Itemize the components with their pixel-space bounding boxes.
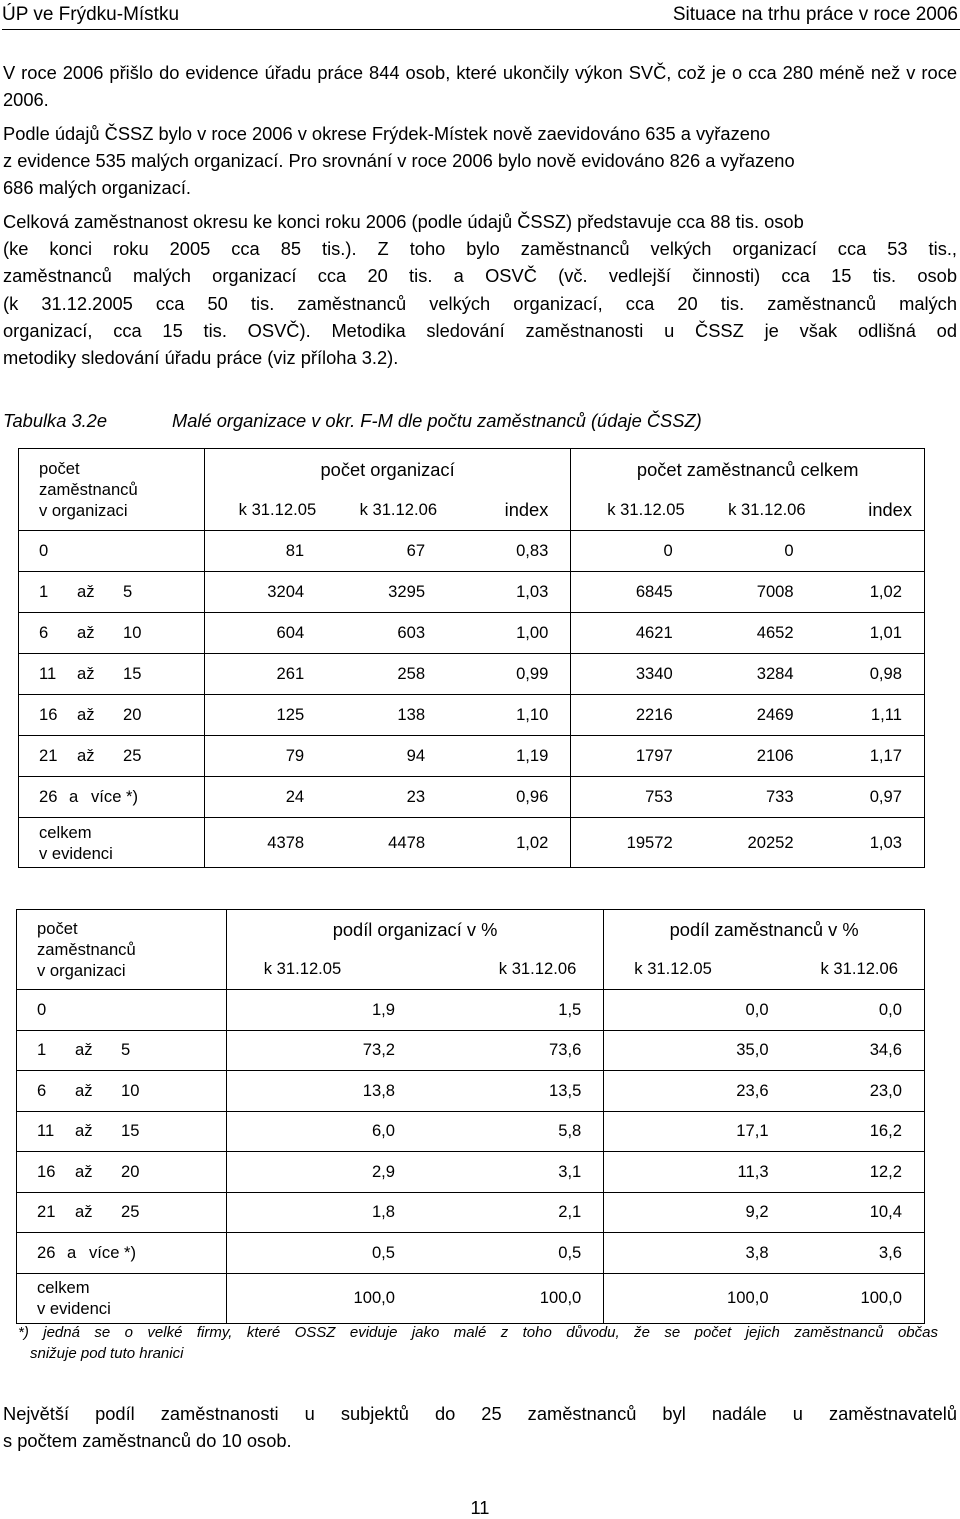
size-sep: až <box>77 623 95 642</box>
table-cell: 100,0 <box>353 1288 396 1307</box>
size-sep: až <box>77 582 95 601</box>
column-header: k 31.12.06 <box>417 950 604 990</box>
table-cell: 6,0 <box>226 1111 417 1152</box>
table-cell: 79 <box>204 736 326 777</box>
table-cell: 100,0 <box>860 1288 902 1307</box>
row-header-line: zaměstnanců <box>37 940 136 959</box>
table-total-row <box>19 818 925 868</box>
size-class-cell <box>17 1030 227 1071</box>
table-small-organizations <box>18 448 925 868</box>
size-sep: a <box>67 1242 77 1262</box>
size-sep: a <box>69 787 79 806</box>
size-class-cell <box>17 1152 227 1193</box>
size-class-cell <box>19 695 205 736</box>
row-header-line: v organizaci <box>39 501 128 520</box>
table-cell: 2216 <box>571 695 695 736</box>
table-cell: 73,2 <box>226 1030 417 1071</box>
total-label-line: v evidenci <box>37 1299 111 1318</box>
table-cell: 1,5 <box>417 990 604 1031</box>
size-sep: až <box>75 1080 93 1100</box>
table-row <box>17 1192 925 1233</box>
table-cell: 0 <box>695 531 816 572</box>
table-cell: 261 <box>204 654 326 695</box>
size-to: 25 <box>121 1202 140 1222</box>
table-cell: 0,99 <box>447 654 571 695</box>
size-class-cell <box>19 736 205 777</box>
table-row <box>19 736 925 777</box>
table-cell: 2106 <box>695 736 816 777</box>
table-cell: 1,8 <box>226 1192 417 1233</box>
table-cell: 1,19 <box>447 736 571 777</box>
size-class-cell <box>19 777 205 818</box>
table-cell: 23 <box>326 777 447 818</box>
group-header-employees: počet zaměstnanců celkem <box>636 458 859 480</box>
paragraph-3 <box>3 208 957 371</box>
row-header-cell <box>17 910 227 990</box>
column-header: k 31.12.05 <box>226 950 417 990</box>
group-header-employees-share: podíl zaměstnanců v % <box>669 918 859 940</box>
table-cell: 3204 <box>204 572 326 613</box>
size-from: 0 <box>39 541 49 560</box>
table-cell: 11,3 <box>604 1152 791 1193</box>
paragraph-2 <box>3 120 957 202</box>
table-cell: 125 <box>204 695 326 736</box>
table-cell: 753 <box>571 777 695 818</box>
total-label-cell <box>17 1273 227 1323</box>
table-cell: 3,1 <box>417 1152 604 1193</box>
table-cell: 4378 <box>267 832 305 852</box>
table-cell: 23,6 <box>604 1071 791 1112</box>
table-cell: 34,6 <box>791 1030 925 1071</box>
column-header: k 31.12.06 <box>791 950 925 990</box>
size-class-cell <box>19 654 205 695</box>
table-cell: 1,9 <box>226 990 417 1031</box>
table-caption-label: Tabulka 3.2e <box>3 410 108 431</box>
size-from: 26 <box>37 1242 56 1262</box>
table-cell: 6845 <box>571 572 695 613</box>
size-to: 10 <box>121 1080 140 1100</box>
paragraph-line: s počtem zaměstnanců do 10 osob. <box>3 1430 292 1452</box>
table-cell: 733 <box>695 777 816 818</box>
footnote <box>18 1322 938 1364</box>
table-cell: 1797 <box>571 736 695 777</box>
size-to: 25 <box>123 746 142 765</box>
size-from: 21 <box>39 746 58 765</box>
table-cell: 4621 <box>571 613 695 654</box>
table-cell: 0,0 <box>791 990 925 1031</box>
column-header: k 31.12.06 <box>695 491 816 531</box>
table-cell: 13,5 <box>417 1071 604 1112</box>
size-sep: až <box>75 1161 93 1181</box>
table-shares <box>16 909 925 1324</box>
column-header: k 31.12.05 <box>571 491 695 531</box>
table-cell: 0 <box>571 531 695 572</box>
size-sep: až <box>77 705 95 724</box>
table-cell: 1,02 <box>816 572 925 613</box>
table-cell: 10,4 <box>791 1192 925 1233</box>
table-row <box>17 1233 925 1274</box>
row-header-cell <box>19 449 205 531</box>
size-from: 11 <box>39 664 57 683</box>
column-header: k 31.12.05 <box>204 491 326 531</box>
size-to: 20 <box>121 1161 140 1181</box>
table-cell: 1,10 <box>447 695 571 736</box>
paragraph-line: organizací, cca 15 tis. OSVČ). Metodika sledování zaměstnanosti u ČSSZ je však odlišná od <box>3 319 957 341</box>
table-row <box>17 1030 925 1071</box>
size-class-cell <box>19 613 205 654</box>
table-cell: 23,0 <box>791 1071 925 1112</box>
table-cell: 7008 <box>695 572 816 613</box>
size-to: více *) <box>89 1242 137 1262</box>
paragraph-line: metodiky sledování úřadu práce (viz příloha 3.2). <box>3 347 399 369</box>
paragraph-line: Podle údajů ČSSZ bylo v roce 2006 v okrese Frýdek-Místek nově zaevidováno 635 a vyřazeno <box>3 123 771 144</box>
table-cell: 0,5 <box>417 1233 604 1274</box>
size-from: 16 <box>37 1161 56 1181</box>
table-row <box>19 531 925 572</box>
size-class-cell <box>17 1233 227 1274</box>
table-cell: 3284 <box>695 654 816 695</box>
header-left: ÚP ve Frýdku-Místku <box>2 4 180 25</box>
footnote-line: snižuje pod tuto hranici <box>30 1345 184 1362</box>
table-caption-title: Malé organizace v okr. F-M dle počtu zaměstnanců (údaje ČSSZ) <box>172 410 702 431</box>
table-row <box>17 1152 925 1193</box>
table-cell: 0,5 <box>226 1233 417 1274</box>
header-right: Situace na trhu práce v roce 2006 <box>672 4 958 25</box>
size-from: 6 <box>37 1080 47 1100</box>
size-class-cell <box>19 572 205 613</box>
table-cell: 2469 <box>695 695 816 736</box>
table-cell: 1,03 <box>869 832 902 852</box>
table-cell: 9,2 <box>604 1192 791 1233</box>
table-total-row <box>17 1273 925 1323</box>
table-cell: 2,1 <box>417 1192 604 1233</box>
paragraph-1: V roce 2006 přišlo do evidence úřadu práce 844 osob, které ukončily výkon SVČ, což je o cca 280 méně než v roce 2006. <box>3 62 957 111</box>
table-cell: 1,02 <box>447 818 571 868</box>
table-cell: 0,83 <box>447 531 571 572</box>
size-to: více *) <box>91 787 139 806</box>
column-header: index <box>447 491 571 531</box>
table-cell: 0,0 <box>604 990 791 1031</box>
group-header-organizations: počet organizací <box>204 449 571 491</box>
table-cell: 4652 <box>695 613 816 654</box>
page-number: 11 <box>470 1497 490 1518</box>
paragraph-line: Největší podíl zaměstnanosti u subjektů do 25 zaměstnanců byl nadále u zaměstnavatelů <box>3 1403 957 1424</box>
table-cell: 4478 <box>388 832 426 852</box>
size-to: 15 <box>121 1121 140 1141</box>
table-cell: 13,8 <box>226 1071 417 1112</box>
size-from: 21 <box>37 1202 56 1222</box>
table-cell: 1,03 <box>447 572 571 613</box>
table-cell: 20252 <box>747 832 794 852</box>
row-header-line: počet <box>37 919 78 938</box>
total-label-line: celkem <box>39 822 92 842</box>
size-to: 5 <box>123 582 133 601</box>
paragraph-line: 686 malých organizací. <box>3 177 191 199</box>
table-cell: 138 <box>326 695 447 736</box>
paragraph-line: Celková zaměstnanost okresu ke konci roku 2006 (podle údajů ČSSZ) představuje cca 88 tis. osob <box>3 211 804 232</box>
total-label-line: v evidenci <box>39 843 113 863</box>
table-row <box>19 695 925 736</box>
size-to: 10 <box>123 623 142 642</box>
table-row <box>17 1071 925 1112</box>
footnote-line: *) jedná se o velké firmy, které OSSZ eviduje jako malé z toho důvodu, že se počet jejich zaměstnanců občas <box>18 1324 938 1341</box>
total-label-cell <box>19 818 205 868</box>
paragraph-4 <box>3 1400 957 1454</box>
size-sep: až <box>77 664 95 683</box>
size-sep: až <box>75 1040 93 1060</box>
table-cell: 258 <box>326 654 447 695</box>
table-cell: 24 <box>204 777 326 818</box>
row-header-line: zaměstnanců <box>39 480 138 499</box>
table-cell: 12,2 <box>791 1152 925 1193</box>
paragraph-line: (ke konci roku 2005 cca 85 tis.). Z toho bylo zaměstnanců velkých organizací cca 53 tis., <box>3 238 957 260</box>
table-row <box>19 613 925 654</box>
table-cell: 0,98 <box>816 654 925 695</box>
size-from: 1 <box>37 1040 47 1060</box>
table-cell: 81 <box>204 531 326 572</box>
size-class-cell <box>17 990 227 1031</box>
paragraph-line: (k 31.12.2005 cca 50 tis. zaměstnanců velkých organizací, cca 20 tis. zaměstnanců malých <box>3 292 957 314</box>
size-from: 26 <box>39 787 58 806</box>
table-cell: 603 <box>326 613 447 654</box>
size-from: 1 <box>39 582 49 601</box>
table-cell: 16,2 <box>791 1111 925 1152</box>
table-row <box>17 1111 925 1152</box>
table-body <box>19 531 925 868</box>
size-class-cell <box>17 1071 227 1112</box>
header-rule <box>2 29 960 30</box>
size-class-cell <box>17 1111 227 1152</box>
table-cell: 67 <box>326 531 447 572</box>
table-cell: 0,96 <box>447 777 571 818</box>
row-header-line: v organizaci <box>37 961 126 980</box>
table-cell: 100,0 <box>417 1273 604 1323</box>
size-from: 0 <box>37 999 47 1019</box>
column-header: index <box>816 491 925 531</box>
size-class-cell <box>17 1192 227 1233</box>
table-cell: 604 <box>204 613 326 654</box>
table-cell: 3,8 <box>604 1233 791 1274</box>
table-row <box>19 654 925 695</box>
size-to: 15 <box>123 664 142 683</box>
size-from: 11 <box>37 1121 55 1141</box>
table-cell: 5,8 <box>417 1111 604 1152</box>
column-header: k 31.12.05 <box>604 950 791 990</box>
total-label-line: celkem <box>37 1278 90 1297</box>
table-row <box>17 990 925 1031</box>
table-cell: 100,0 <box>727 1288 769 1307</box>
paragraph-line: z evidence 535 malých organizací. Pro srovnání v roce 2006 bylo nově evidováno 826 a vyřazeno <box>3 150 795 172</box>
table-cell: 1,01 <box>816 613 925 654</box>
size-sep: až <box>75 1121 93 1141</box>
table-cell: 1,17 <box>816 736 925 777</box>
table-cell: 73,6 <box>417 1030 604 1071</box>
table-cell <box>816 531 925 572</box>
table-cell: 94 <box>326 736 447 777</box>
table-cell: 19572 <box>626 832 673 852</box>
size-sep: až <box>75 1202 93 1222</box>
table-cell: 0,97 <box>816 777 925 818</box>
table-cell: 2,9 <box>226 1152 417 1193</box>
table-cell: 1,11 <box>816 695 925 736</box>
size-sep: až <box>77 746 95 765</box>
size-from: 16 <box>39 705 58 724</box>
page-header <box>0 2 960 28</box>
table-cell: 35,0 <box>604 1030 791 1071</box>
table-cell: 3,6 <box>791 1233 925 1274</box>
column-header: k 31.12.06 <box>326 491 447 531</box>
table-body <box>17 990 925 1324</box>
row-header-line: počet <box>39 459 80 478</box>
table-row <box>19 777 925 818</box>
table-cell: 3340 <box>571 654 695 695</box>
paragraph-line: zaměstnanců malých organizací cca 20 tis. a OSVČ (vč. vedlejší činnosti) cca 15 tis. osob <box>3 265 957 287</box>
size-class-cell <box>19 531 205 572</box>
size-from: 6 <box>39 623 49 642</box>
table-cell: 3295 <box>326 572 447 613</box>
table-cell: 1,00 <box>447 613 571 654</box>
size-to: 5 <box>121 1040 131 1060</box>
table-cell: 17,1 <box>604 1111 791 1152</box>
table-row <box>19 572 925 613</box>
size-to: 20 <box>123 705 142 724</box>
group-header-organizations-share: podíl organizací v % <box>226 910 604 950</box>
